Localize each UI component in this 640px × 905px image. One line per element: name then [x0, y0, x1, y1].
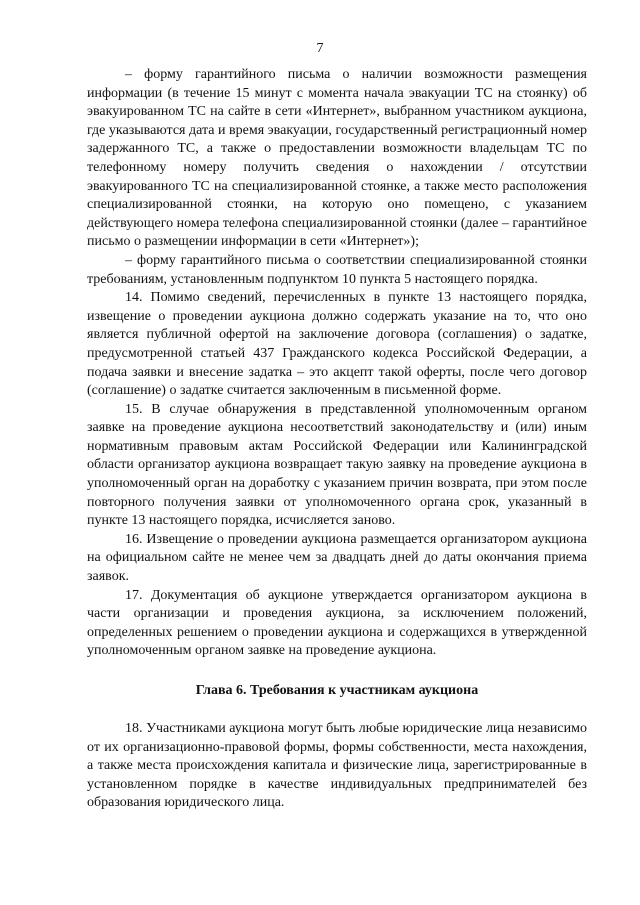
page-number: 7	[316, 41, 324, 56]
paragraph-guarantee-letter-internet: – форму гарантийного письма о наличии возможности размещения информации (в течение 15 минут с момента начала эвакуации ТС на стоянку) об эвакуированном ТС на сайте в сети «Интернет», выбранном участником аукциона, где указываются дата и время эвакуации, государственный регистрационный номер задержанного ТС, а также о предоставлении возможности владельцам ТС по телефонному номеру получить сведения о нахождении / отсутствии эвакуированного ТС на специализированной стоянке, а также место расположения специализированной стоянки, на которую оно помещено, с указанием действующего номера телефона специализированной стоянки (далее – гарантийное письмо о размещении информации в сети «Интернет»);	[87, 67, 587, 250]
paragraph-18: 18. Участниками аукциона могут быть любые юридические лица независимо от их организационно-правовой формы, формы собственности, места нахождения, а также места происхождения капитала и физические лица, зарегистрированные в установленном порядке в качестве индивидуальных предпринимателей без образования юридического лица.	[87, 721, 587, 811]
paragraph-15: 15. В случае обнаружения в представленной уполномоченным органом заявке на проведение аукциона несоответствий законодательству и (или) иным нормативным правовым актам Российской Федерации или Калининградской области организатор аукциона возвращает такую заявку на проведение аукциона в уполномоченный орган на доработку с указанием причин возврата, при этом после повторного получения заявки от уполномоченного органа срок, указанный в пункте 13 настоящего порядка, исчисляется заново.	[87, 401, 587, 529]
paragraph-14: 14. Помимо сведений, перечисленных в пункте 13 настоящего порядка, извещение о проведении аукциона должно содержать указание на то, что оно является публичной офертой на заключение договора (соглашения) о задатке, предусмотренной статьей 437 Гражданского кодекса Российской Федерации, а подача заявки и внесение задатка – это акцепт такой оферты, после чего договор (соглашение) о задатке считается заключенным в письменной форме.	[87, 290, 587, 399]
paragraph-guarantee-letter-parking: – форму гарантийного письма о соответствии специализированной стоянки требованиям, установленным подпунктом 10 пункта 5 настоящего порядка.	[87, 252, 587, 287]
document-body	[87, 66, 587, 813]
paragraph-17: 17. Документация об аукционе утверждается организатором аукциона в части организации и проведения аукциона, за исключением положений, определенных решением о проведении аукциона и содержащихся в утвержденной уполномоченным органом заявке на проведение аукциона.	[87, 587, 587, 659]
paragraph-16: 16. Извещение о проведении аукциона размещается организатором аукциона на официальном сайте не менее чем за двадцать дней до даты окончания приема заявок.	[87, 531, 587, 585]
chapter-heading: Глава 6. Требования к участникам аукциона	[195, 683, 479, 698]
